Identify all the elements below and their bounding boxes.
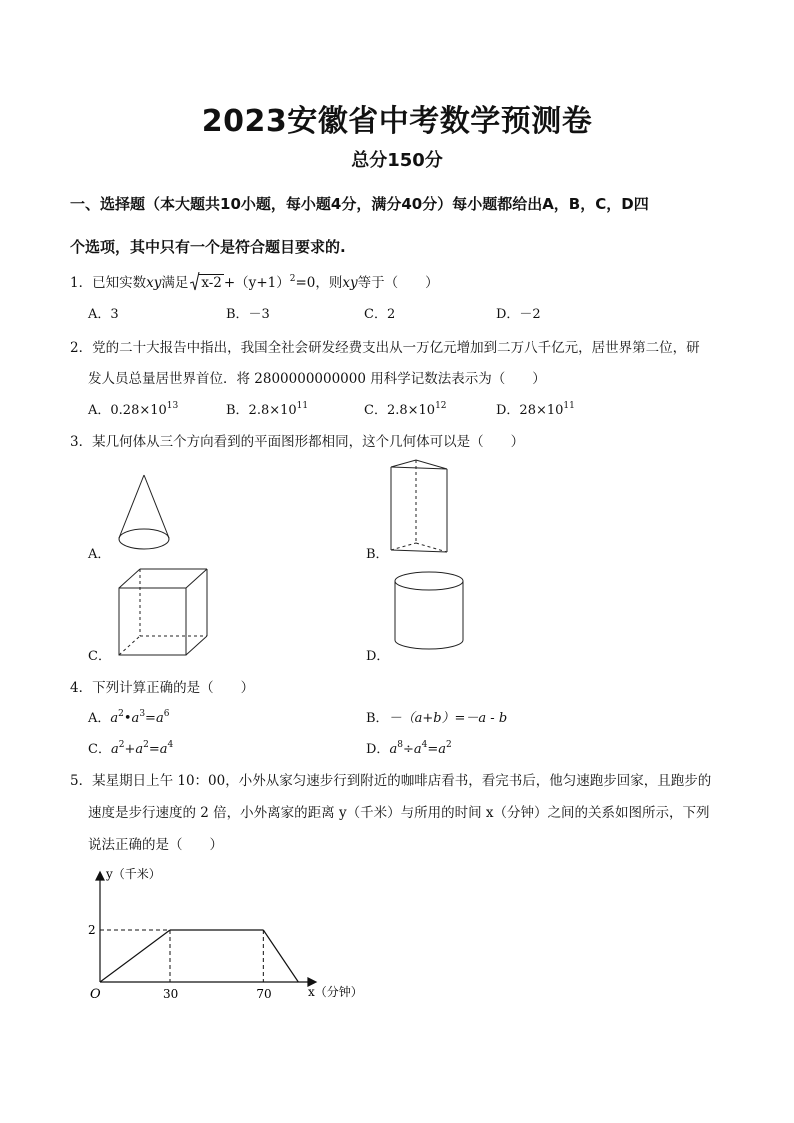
chart-guides: [100, 930, 263, 982]
q1-var-xy: xy: [146, 275, 162, 291]
q4-option-d-label: D．: [366, 742, 390, 757]
cube-figure: [119, 569, 207, 655]
q2-option-b: [226, 399, 308, 418]
q4-c-e3: 4: [167, 740, 174, 750]
q1-text-5: 等于（ ）: [357, 275, 439, 291]
q2-option-a: [88, 399, 178, 418]
question-3-line1: 3．某几何体从三个方向看到的平面图形都相同，这个几何体可以是（ ）: [70, 434, 525, 450]
q1-option-a: A．3: [88, 307, 119, 322]
q4-d-t2: ÷a: [402, 742, 422, 757]
chart-axes: [96, 872, 316, 986]
q1-var-xy-2: xy: [342, 275, 358, 291]
q1-sqrt-sign: [190, 275, 224, 291]
q1-option-d: D．－2: [496, 307, 541, 322]
section-heading-line2: 个选项，其中只有一个是符合题目要求的.: [70, 238, 346, 256]
q4-a-t2: •a: [123, 711, 140, 726]
q2-option-b-base: B．2.8×10: [226, 403, 297, 418]
question-4-line1: 4．下列计算正确的是（ ）: [70, 680, 255, 696]
q4-c-t2: +a: [124, 742, 144, 757]
distance-time-chart: [80, 860, 380, 1010]
q4-c-e2: 2: [143, 740, 149, 750]
page-subtitle: 总分150分: [351, 150, 443, 171]
x-tick-label: 30: [163, 987, 179, 1001]
question-5-line1: 5．某星期日上午 10：00，小外从家匀速步行到附近的咖啡店看书，看完书后，他匀速跑步回家，且跑步的: [70, 773, 712, 789]
q1-text-1: 1．已知实数: [70, 275, 147, 291]
series-segment: [263, 930, 298, 982]
chart-series: [100, 930, 298, 982]
q3-option-d-label: D．: [366, 649, 390, 664]
section-heading-line1: 一、选择题（本大题共10小题，每小题4分，满分40分）每小题都给出A，B，C，D四: [70, 195, 649, 213]
x-tick-label: 70: [256, 987, 272, 1001]
q1-sqrt-content: x-2: [201, 275, 222, 291]
q4-d-e3: 2: [445, 740, 452, 750]
question-5-line2: 速度是步行速度的 2 倍，小外离家的距离 y（千米）与所用的时间 x（分钟）之间的关系如图所示，下列: [88, 805, 710, 821]
q3-option-a-label: A．: [88, 547, 111, 562]
q1-text-4: =0，则: [295, 275, 343, 291]
q2-option-d: [496, 399, 575, 418]
q4-d-e2: 4: [421, 740, 428, 750]
sqrt-icon: [190, 272, 200, 292]
q1-exp: 2: [289, 274, 296, 284]
q3-shapes: [80, 455, 720, 670]
chart-tick-labels: [88, 923, 272, 1001]
q4-option-a: [88, 707, 169, 726]
q2-option-a-base: A．0.28×10: [88, 403, 167, 418]
q4-option-d: [366, 738, 452, 757]
q2-option-d-exp: 11: [563, 401, 575, 411]
q4-option-b: [366, 707, 507, 726]
origin-label: O: [90, 987, 101, 1002]
q2-option-a-exp: 13: [166, 401, 179, 411]
q4-option-b-label: B．: [366, 711, 389, 726]
q2-option-c-base: C．2.8×10: [364, 403, 436, 418]
q2-option-c: [364, 399, 447, 418]
q4-d-t1: a: [389, 742, 398, 757]
question-2-line2: 发人员总量居世界首位．将 2800000000000 用科学记数法表示为（ ）: [88, 371, 546, 387]
q4-a-e2: 3: [139, 709, 146, 719]
q3-option-c-label: C．: [88, 649, 111, 664]
question-5-line3: 说法正确的是（ ）: [88, 837, 223, 853]
prism-figure: [391, 460, 447, 552]
x-axis-label: x（分钟）: [308, 985, 363, 999]
q4-c-e1: 2: [118, 740, 125, 750]
q4-option-c-label: C．: [88, 742, 111, 757]
q4-option-a-label: A．: [88, 711, 111, 726]
q4-a-t3: =a: [145, 711, 164, 726]
q2-option-c-exp: 12: [435, 401, 447, 411]
q4-a-e3: 6: [163, 709, 170, 719]
q1-option-b: B．－3: [226, 307, 270, 322]
q4-d-t3: =a: [427, 742, 446, 757]
q3-option-b-label: B．: [366, 547, 389, 562]
q4-d-e1: 8: [397, 740, 403, 750]
q4-option-c: [88, 738, 173, 757]
q1-option-c: C．2: [364, 307, 396, 322]
question-2-line1: 2．党的二十大报告中指出，我国全社会研发经费支出从一万亿元增加到二万八千亿元，居世界第二位，研: [70, 340, 700, 356]
q4-c-t1: a: [110, 742, 119, 757]
page-title: 2023安徽省中考数学预测卷: [201, 104, 593, 139]
y-axis-label: y（千米）: [106, 867, 161, 881]
cone-figure: [119, 475, 169, 549]
q4-a-e1: 2: [118, 709, 124, 719]
series-segment: [100, 930, 170, 982]
q2-option-d-base: D．28×10: [496, 403, 564, 418]
y-axis-arrow-icon: [96, 872, 104, 880]
q4-b-text: －（a+b）=－a - b: [388, 711, 508, 726]
q4-c-t3: =a: [148, 742, 168, 757]
question-1: [70, 271, 439, 291]
q1-text-3: +（y+1）: [223, 275, 290, 291]
q4-a-t1: a: [110, 711, 119, 726]
cylinder-figure: [395, 572, 463, 649]
q2-option-b-exp: 11: [296, 401, 309, 411]
y-tick-label: 2: [88, 923, 96, 937]
q1-text-2: 满足: [161, 275, 189, 291]
